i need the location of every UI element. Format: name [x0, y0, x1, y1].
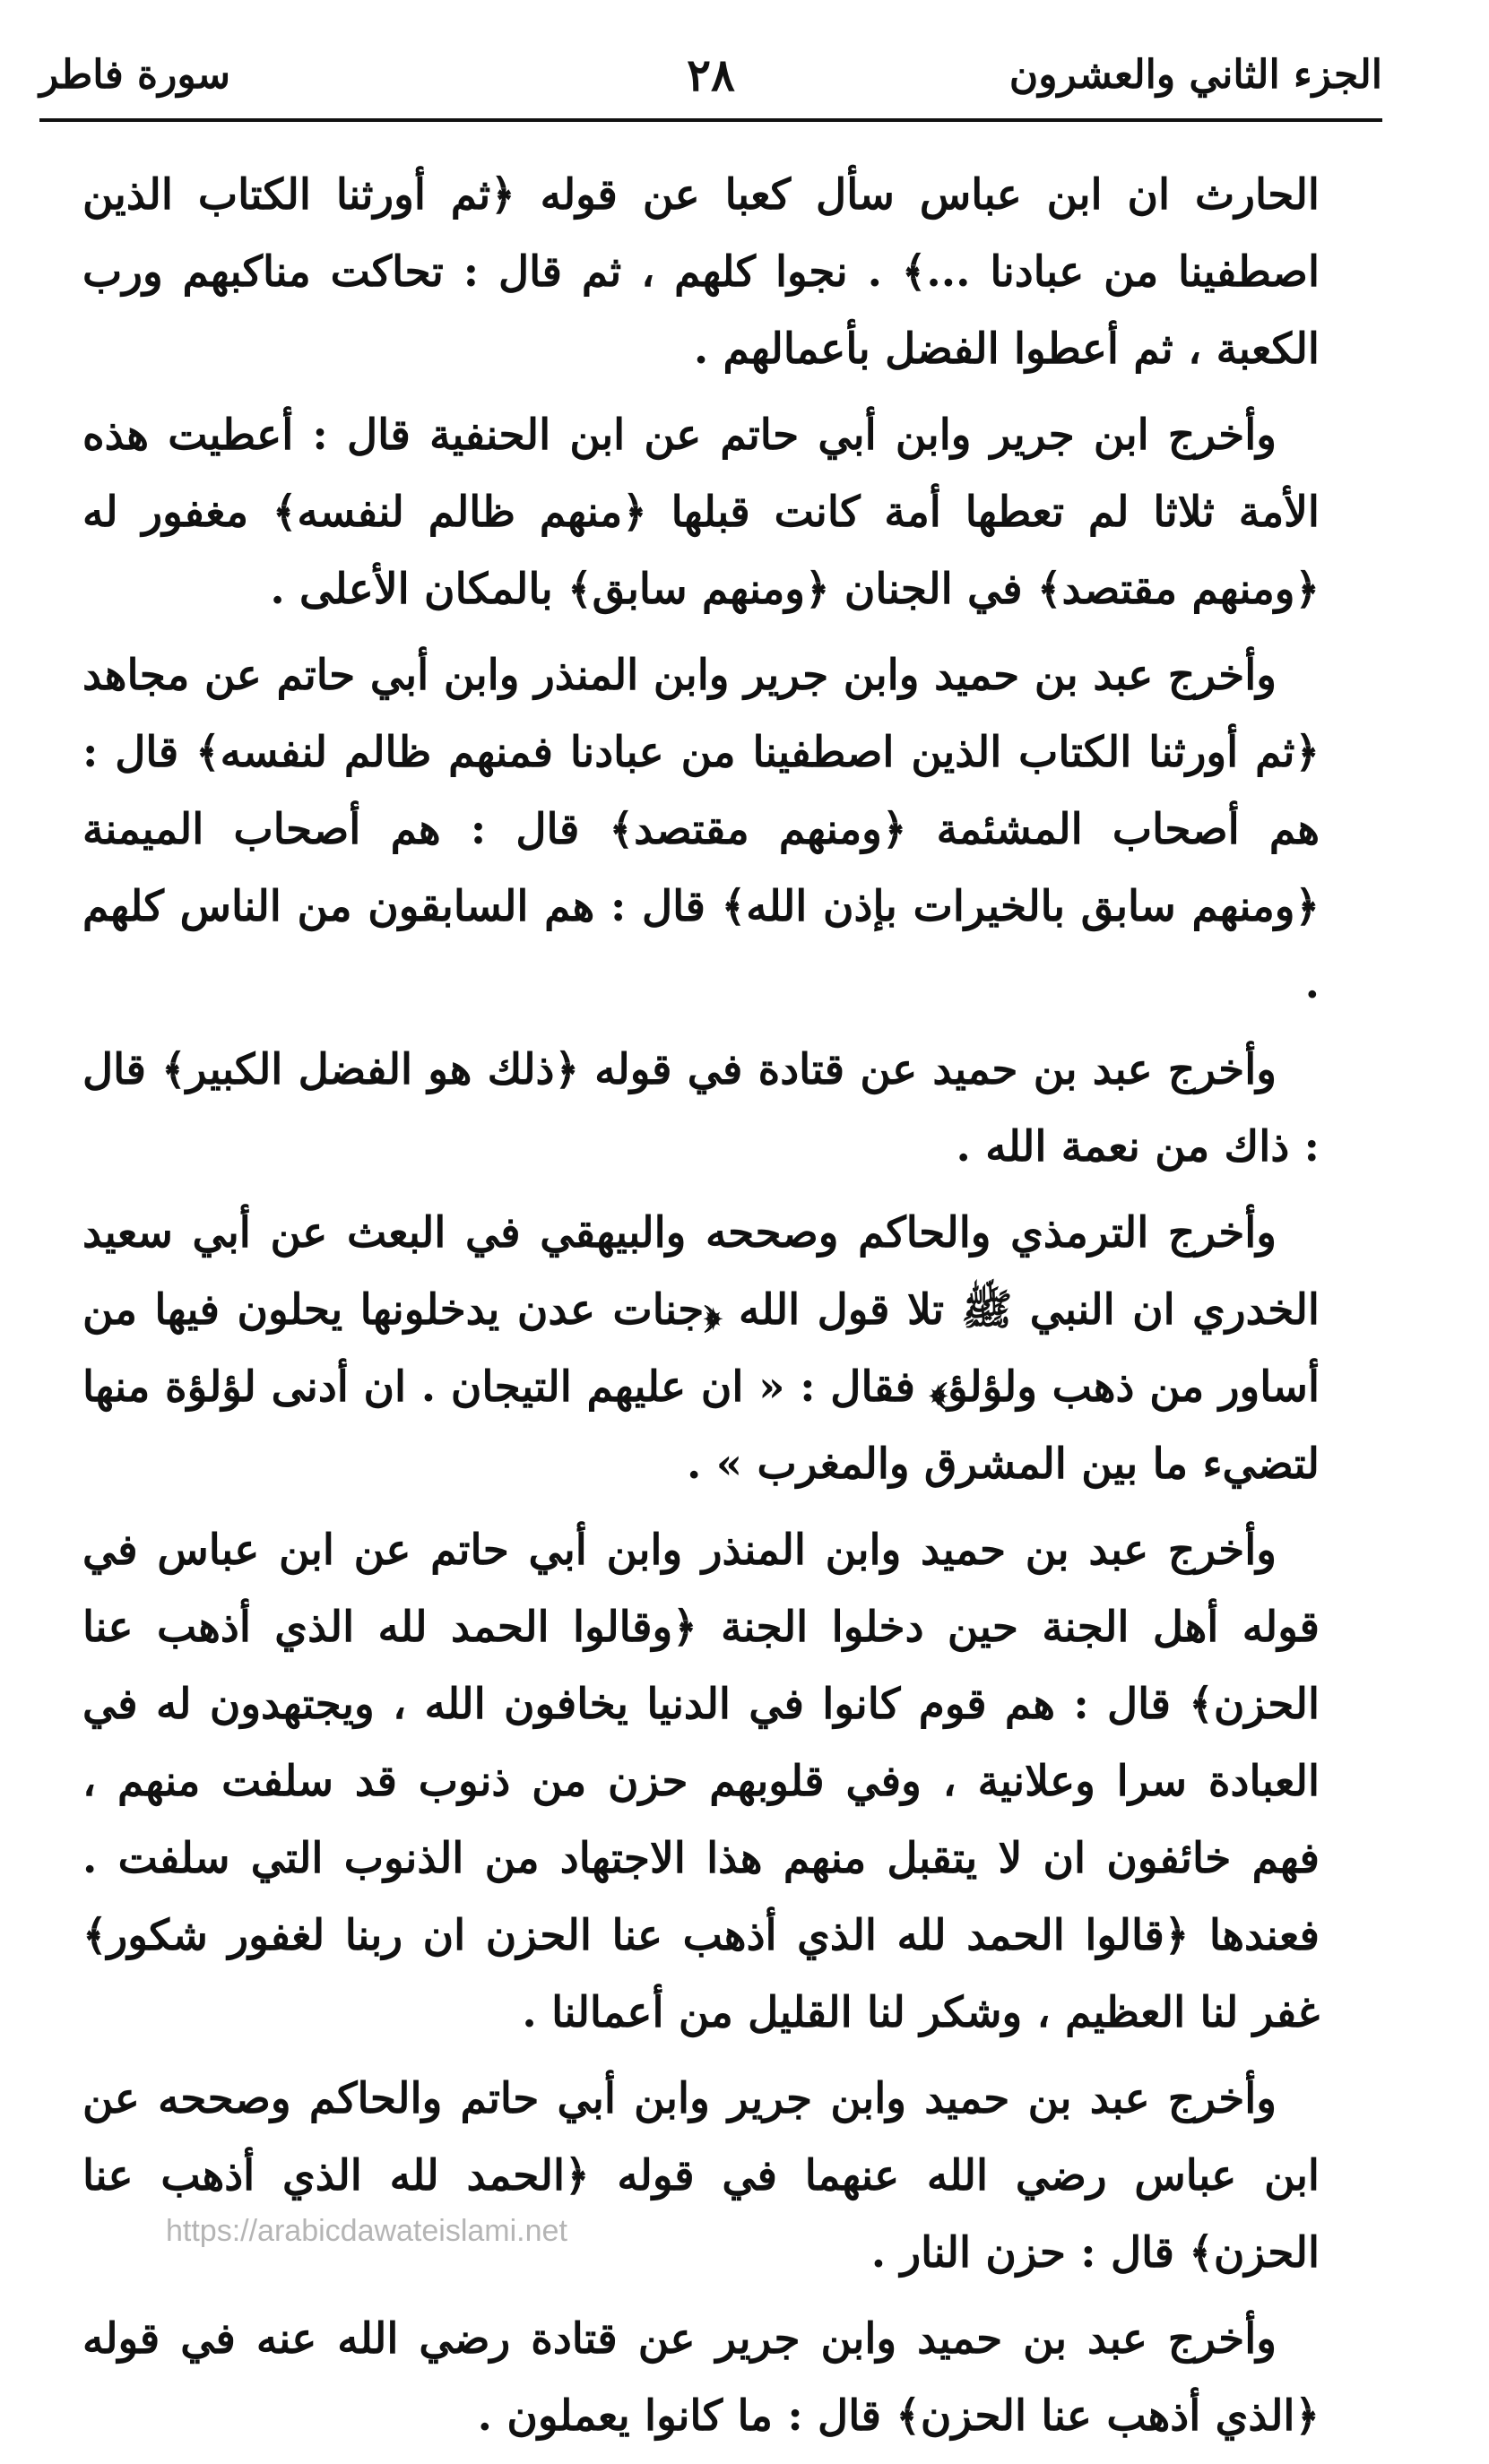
paragraph: وأخرج ابن جرير وابن أبي حاتم عن ابن الحنفية قال : أعطيت هذه الأمة ثلاثا لم تعطها أمة كانت قبلها ﴿منهم ظالم لنفسه﴾ مغفور له ﴿ومنهم مقتصد﴾ في الجنان ﴿ومنهم سابق﴾ بالمكان الأعلى . [82, 411, 1320, 614]
page-number: ٢٨ [687, 48, 735, 101]
page-body [82, 157, 1320, 2464]
paragraph: وأخرج عبد بن حميد وابن جرير عن قتادة رضي الله عنه في قوله ﴿الذي أذهب عنا الحزن﴾ قال : ما كانوا يعملون . [82, 2314, 1320, 2441]
part-title: الجزء الثاني والعشرون [1009, 52, 1382, 98]
surah-title: سورة فاطر [39, 52, 230, 98]
paragraph: وأخرج عبد بن حميد وابن جرير وابن أبي حاتم والحاكم وصححه عن ابن عباس رضي الله عنهما في قوله ﴿الحمد لله الذي أذهب عنا الحزن﴾ قال : حزن النار . [82, 2074, 1320, 2278]
paragraph: وأخرج عبد بن حميد وابن المنذر وابن أبي حاتم عن ابن عباس في قوله أهل الجنة حين دخلوا الجنة ﴿وقالوا الحمد لله الذي أذهب عنا الحزن﴾ قال : هم قوم كانوا في الدنيا يخافون الله ، ويجتهدون له في العبادة سرا وعلانية ، وفي قلوبهم حزن من ذنوب قد سلفت منهم ، فهم خائفون ان لا يتقبل منهم هذا الاجتهاد من الذنوب التي سلفت . فعندها ﴿قالوا الحمد لله الذي أذهب عنا الحزن ان ربنا لغفور شكور﴾ غفر لنا العظيم ، وشكر لنا القليل من أعمالنا . [82, 1526, 1320, 2037]
page-header [39, 43, 1382, 115]
paragraph: وأخرج عبد بن حميد عن قتادة في قوله ﴿ذلك هو الفضل الكبير﴾ قال : ذاك من نعمة الله . [82, 1045, 1320, 1171]
watermark-url: https://arabicdawateislami.net [166, 2214, 567, 2248]
paragraph: الحارث ان ابن عباس سأل كعبا عن قوله ﴿ثم أورثنا الكتاب الذين اصطفينا من عبادنا ...﴾ . نجوا كلهم ، ثم قال : تحاكت مناكبهم ورب الكعبة ، ثم أعطوا الفضل بأعمالهم . [82, 170, 1320, 374]
header-divider [39, 118, 1382, 122]
paragraph: وأخرج عبد بن حميد وابن جرير وابن المنذر وابن أبي حاتم عن مجاهد ﴿ثم أورثنا الكتاب الذين اصطفينا من عبادنا فمنهم ظالم لنفسه﴾ قال : هم أصحاب المشئمة ﴿ومنهم مقتصد﴾ قال : هم أصحاب الميمنة ﴿ومنهم سابق بالخيرات بإذن الله﴾ قال : هم السابقون من الناس كلهم . [82, 651, 1320, 1008]
paragraph: وأخرج الترمذي والحاكم وصححه والبيهقي في البعث عن أبي سعيد الخدري ان النبي ﷺ تلا قول الله ﴿جنات عدن يدخلونها يحلون فيها من أساور من ذهب ولؤلؤ﴾ فقال : « ان عليهم التيجان . ان أدنى لؤلؤة منها لتضيء ما بين المشرق والمغرب » . [82, 1208, 1320, 1489]
